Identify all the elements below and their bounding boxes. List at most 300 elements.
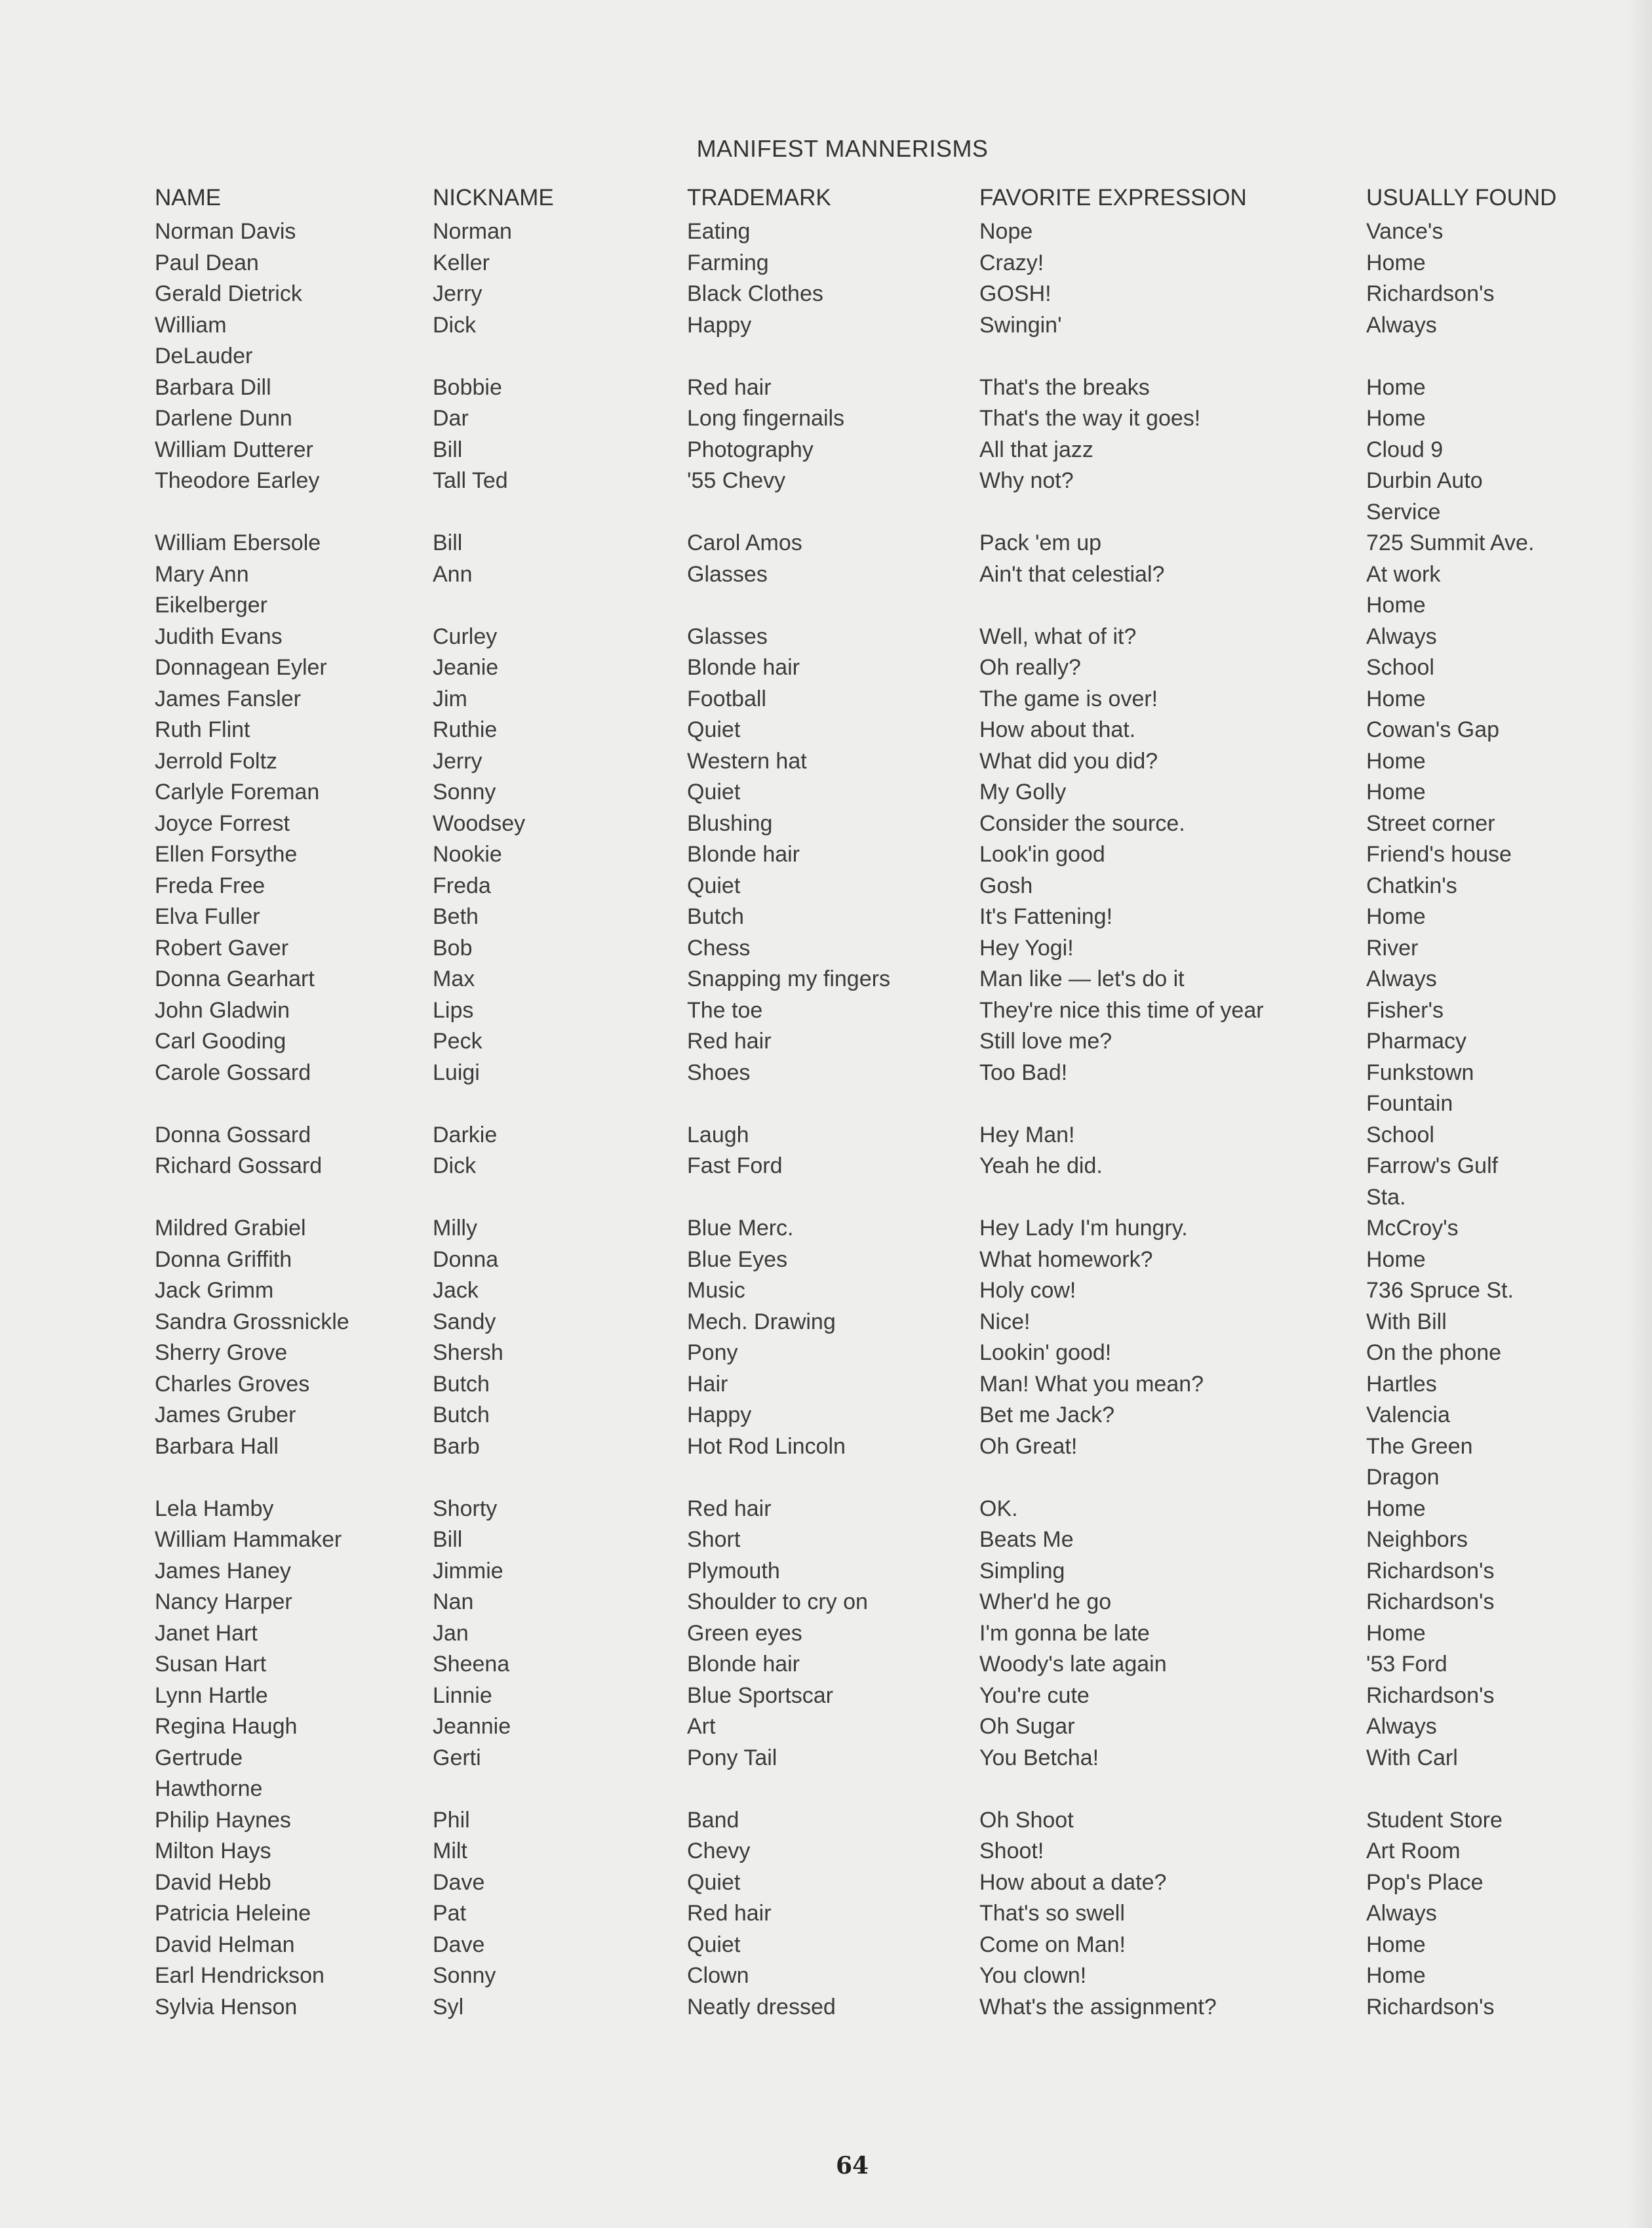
cell-trademark: Eating bbox=[687, 219, 751, 244]
cell-found: Always bbox=[1366, 312, 1437, 338]
cell-name: Donna Gossard bbox=[155, 1122, 311, 1147]
cell-nickname: Nan bbox=[433, 1589, 474, 1614]
cell-name: Norman Davis bbox=[155, 219, 296, 244]
cell-name: Regina Haugh bbox=[155, 1714, 298, 1739]
cell-name: Donnagean Eyler bbox=[155, 655, 327, 680]
table-row bbox=[0, 310, 1652, 372]
cell-name: John Gladwin bbox=[155, 997, 290, 1023]
cell-name: Elva Fuller bbox=[155, 904, 260, 929]
cell-found: Always bbox=[1366, 1901, 1437, 1926]
cell-trademark: Black Clothes bbox=[687, 281, 823, 306]
cell-trademark: Snapping my fingers bbox=[687, 966, 890, 991]
cell-expression: Oh Shoot bbox=[979, 1807, 1074, 1833]
cell-expression: Oh Sugar bbox=[979, 1714, 1075, 1739]
cell-name: Gertrude Hawthorne bbox=[155, 1745, 263, 1801]
cell-found: Home bbox=[1366, 1932, 1426, 1957]
cell-name: Carlyle Foreman bbox=[155, 780, 320, 805]
cell-name: David Hebb bbox=[155, 1869, 271, 1895]
cell-nickname: Beth bbox=[433, 904, 479, 929]
table-row bbox=[0, 435, 1652, 466]
cell-found: Chatkin's bbox=[1366, 873, 1457, 898]
cell-nickname: Jeannie bbox=[433, 1714, 511, 1739]
cell-expression: GOSH! bbox=[979, 281, 1052, 306]
cell-trademark: Happy bbox=[687, 1402, 752, 1427]
table-row bbox=[0, 1431, 1652, 1494]
cell-found: Home bbox=[1366, 904, 1426, 929]
cell-name: James Haney bbox=[155, 1558, 291, 1583]
header-name: NAME bbox=[155, 185, 222, 210]
cell-found: Home bbox=[1366, 406, 1426, 431]
cell-name: Philip Haynes bbox=[155, 1807, 291, 1833]
table-row bbox=[0, 279, 1652, 310]
cell-trademark: Fast Ford bbox=[687, 1153, 783, 1178]
cell-nickname: Milly bbox=[433, 1216, 477, 1241]
cell-trademark: Chess bbox=[687, 935, 751, 961]
table-row bbox=[0, 1743, 1652, 1805]
page-edge-shadow bbox=[1626, 0, 1652, 2228]
cell-trademark: Quiet bbox=[687, 780, 741, 805]
cell-nickname: Jerry bbox=[433, 748, 482, 774]
table-row bbox=[0, 1058, 1652, 1120]
header-favorite-expression: FAVORITE EXPRESSION bbox=[979, 185, 1247, 210]
cell-name: Mary Ann Eikelberger bbox=[155, 561, 267, 618]
cell-nickname: Jack bbox=[433, 1278, 479, 1303]
cell-nickname: Nookie bbox=[433, 842, 502, 867]
cell-nickname: Jim bbox=[433, 686, 467, 711]
table-row bbox=[0, 1494, 1652, 1525]
cell-trademark: Blonde hair bbox=[687, 655, 800, 680]
table-row bbox=[0, 777, 1652, 808]
table-row bbox=[0, 1898, 1652, 1930]
cell-found: '53 Ford bbox=[1366, 1652, 1447, 1677]
cell-nickname: Sheena bbox=[433, 1652, 510, 1677]
cell-nickname: Max bbox=[433, 966, 475, 991]
table-row bbox=[0, 1992, 1652, 2023]
table-row bbox=[0, 1400, 1652, 1431]
cell-nickname: Tall Ted bbox=[433, 468, 508, 493]
cell-name: James Gruber bbox=[155, 1402, 296, 1427]
cell-nickname: Butch bbox=[433, 1371, 490, 1397]
table-row bbox=[0, 559, 1652, 622]
cell-name: Darlene Dunn bbox=[155, 406, 292, 431]
cell-trademark: Happy bbox=[687, 312, 752, 338]
table-row bbox=[0, 1960, 1652, 1992]
cell-found: River bbox=[1366, 935, 1419, 961]
cell-nickname: Norman bbox=[433, 219, 512, 244]
cell-name: Robert Gaver bbox=[155, 935, 289, 961]
cell-nickname: Bobbie bbox=[433, 374, 502, 400]
table-row bbox=[0, 1930, 1652, 1961]
table-row bbox=[0, 216, 1652, 248]
cell-found: Student Store bbox=[1366, 1807, 1503, 1833]
cell-name: Susan Hart bbox=[155, 1652, 267, 1677]
cell-nickname: Butch bbox=[433, 1402, 490, 1427]
cell-nickname: Dick bbox=[433, 312, 477, 338]
cell-nickname: Sonny bbox=[433, 780, 496, 805]
cell-expression: Hey Yogi! bbox=[979, 935, 1074, 961]
cell-found: Home bbox=[1366, 374, 1426, 400]
cell-expression: Hey Man! bbox=[979, 1122, 1075, 1147]
table-row bbox=[0, 652, 1652, 684]
cell-expression: You're cute bbox=[979, 1682, 1090, 1708]
cell-expression: Come on Man! bbox=[979, 1932, 1126, 1957]
cell-nickname: Jerry bbox=[433, 281, 482, 306]
table-row bbox=[0, 1618, 1652, 1650]
cell-trademark: Quiet bbox=[687, 1869, 741, 1895]
cell-expression: Lookin' good! bbox=[979, 1340, 1112, 1365]
cell-found: School bbox=[1366, 1122, 1434, 1147]
cell-nickname: Syl bbox=[433, 1994, 464, 2019]
cell-expression: All that jazz bbox=[979, 437, 1093, 462]
cell-name: Theodore Earley bbox=[155, 468, 320, 493]
table-row bbox=[0, 964, 1652, 995]
header-trademark: TRADEMARK bbox=[687, 185, 831, 210]
table-row bbox=[0, 1524, 1652, 1556]
cell-trademark: Plymouth bbox=[687, 1558, 780, 1583]
table-row bbox=[0, 839, 1652, 871]
cell-trademark: Art bbox=[687, 1714, 716, 1739]
cell-found: Funkstown Fountain bbox=[1366, 1060, 1474, 1116]
table-row bbox=[0, 715, 1652, 746]
cell-found: Farrow's Gulf Sta. bbox=[1366, 1153, 1499, 1210]
cell-nickname: Donna bbox=[433, 1246, 499, 1272]
cell-nickname: Jan bbox=[433, 1620, 469, 1646]
cell-found: Art Room bbox=[1366, 1839, 1461, 1863]
table-row bbox=[0, 248, 1652, 279]
table-row bbox=[0, 1556, 1652, 1587]
cell-name: Carole Gossard bbox=[155, 1060, 311, 1085]
cell-expression: Hey Lady I'm hungry. bbox=[979, 1216, 1188, 1241]
cell-found: Home bbox=[1366, 686, 1426, 711]
cell-name: Freda Free bbox=[155, 873, 266, 898]
table-row bbox=[0, 684, 1652, 715]
cell-nickname: Freda bbox=[433, 873, 491, 898]
table-row bbox=[0, 1681, 1652, 1712]
table-row bbox=[0, 1369, 1652, 1401]
cell-found: Richardson's bbox=[1366, 1682, 1495, 1708]
cell-trademark: Photography bbox=[687, 437, 814, 462]
cell-expression: Nice! bbox=[979, 1309, 1031, 1334]
cell-trademark: Red hair bbox=[687, 1901, 772, 1926]
table-row bbox=[0, 1711, 1652, 1743]
cell-found: Home bbox=[1366, 1963, 1426, 1988]
cell-trademark: Glasses bbox=[687, 624, 768, 649]
cell-name: Barbara Hall bbox=[155, 1433, 279, 1459]
cell-trademark: Pony Tail bbox=[687, 1745, 777, 1770]
cell-trademark: Red hair bbox=[687, 1029, 772, 1054]
cell-found: Richardson's bbox=[1366, 1994, 1495, 2019]
cell-nickname: Lips bbox=[433, 997, 474, 1023]
table-row bbox=[0, 1151, 1652, 1213]
cell-trademark: Blue Eyes bbox=[687, 1246, 788, 1272]
cell-nickname: Gerti bbox=[433, 1745, 481, 1770]
cell-expression: Crazy! bbox=[979, 250, 1044, 275]
cell-trademark: Blonde hair bbox=[687, 842, 800, 867]
cell-found: Cowan's Gap bbox=[1366, 717, 1500, 742]
cell-trademark: Hot Rod Lincoln bbox=[687, 1433, 846, 1459]
cell-nickname: Dar bbox=[433, 406, 469, 431]
cell-expression: You Betcha! bbox=[979, 1745, 1099, 1770]
cell-expression: Why not? bbox=[979, 468, 1074, 493]
table-row bbox=[0, 1275, 1652, 1307]
cell-name: Judith Evans bbox=[155, 624, 283, 649]
cell-expression: That's the breaks bbox=[979, 374, 1150, 400]
cell-found: Home bbox=[1366, 748, 1426, 774]
table-row bbox=[0, 1587, 1652, 1618]
cell-found: Valencia bbox=[1366, 1402, 1450, 1427]
cell-expression: The game is over! bbox=[979, 686, 1158, 711]
cell-nickname: Bob bbox=[433, 935, 473, 961]
cell-trademark: Quiet bbox=[687, 1932, 741, 1957]
cell-expression: Gosh bbox=[979, 873, 1033, 898]
cell-expression: You clown! bbox=[979, 1963, 1087, 1988]
cell-nickname: Dave bbox=[433, 1869, 485, 1895]
cell-trademark: Hair bbox=[687, 1371, 728, 1397]
cell-found: Durbin Auto Service bbox=[1366, 468, 1483, 525]
cell-trademark: Red hair bbox=[687, 374, 772, 400]
cell-name: Charles Groves bbox=[155, 1371, 310, 1397]
cell-trademark: Chevy bbox=[687, 1839, 751, 1863]
cell-name: Milton Hays bbox=[155, 1839, 271, 1863]
cell-nickname: Peck bbox=[433, 1029, 482, 1054]
cell-trademark: Blushing bbox=[687, 810, 773, 836]
table-row bbox=[0, 1805, 1652, 1837]
cell-expression: Nope bbox=[979, 219, 1033, 244]
cell-expression: What homework? bbox=[979, 1246, 1153, 1272]
cell-expression: Man! What you mean? bbox=[979, 1371, 1204, 1397]
table-row bbox=[0, 746, 1652, 778]
cell-expression: How about a date? bbox=[979, 1869, 1167, 1895]
cell-expression: What's the assignment? bbox=[979, 1994, 1217, 2019]
cell-found: Richardson's bbox=[1366, 1558, 1495, 1583]
cell-found: Home bbox=[1366, 1246, 1426, 1272]
cell-nickname: Bill bbox=[433, 1527, 463, 1552]
cell-nickname: Linnie bbox=[433, 1682, 492, 1708]
cell-nickname: Ruthie bbox=[433, 717, 498, 742]
cell-trademark: Football bbox=[687, 686, 766, 711]
cell-expression: That's the way it goes! bbox=[979, 406, 1201, 431]
cell-found: With Bill bbox=[1366, 1309, 1447, 1334]
cell-expression: Well, what of it? bbox=[979, 624, 1137, 649]
cell-name: Lynn Hartle bbox=[155, 1682, 268, 1708]
cell-expression: Yeah he did. bbox=[979, 1153, 1103, 1178]
cell-trademark: Music bbox=[687, 1278, 745, 1303]
cell-expression: I'm gonna be late bbox=[979, 1620, 1150, 1646]
cell-name: Richard Gossard bbox=[155, 1153, 323, 1178]
cell-found: McCroy's bbox=[1366, 1216, 1459, 1241]
cell-nickname: Dick bbox=[433, 1153, 477, 1178]
cell-nickname: Jeanie bbox=[433, 655, 499, 680]
cell-trademark: Neatly dressed bbox=[687, 1994, 836, 2019]
cell-found: Always bbox=[1366, 966, 1437, 991]
cell-nickname: Sandy bbox=[433, 1309, 496, 1334]
cell-found: Home bbox=[1366, 1496, 1426, 1521]
cell-trademark: Blue Sportscar bbox=[687, 1682, 833, 1708]
table-row bbox=[0, 871, 1652, 902]
cell-trademark: Farming bbox=[687, 250, 769, 275]
cell-trademark: Short bbox=[687, 1527, 741, 1552]
cell-nickname: Sonny bbox=[433, 1963, 496, 1988]
page-number: 64 bbox=[835, 2152, 869, 2179]
cell-expression: Man like — let's do it bbox=[979, 966, 1185, 991]
cell-found: Pharmacy bbox=[1366, 1029, 1467, 1054]
cell-expression: Still love me? bbox=[979, 1029, 1112, 1054]
cell-nickname: Bill bbox=[433, 530, 463, 555]
cell-expression: How about that. bbox=[979, 717, 1136, 742]
table-row bbox=[0, 1867, 1652, 1899]
cell-name: Earl Hendrickson bbox=[155, 1963, 324, 1988]
cell-found: Home bbox=[1366, 1620, 1426, 1646]
table-row bbox=[0, 933, 1652, 965]
cell-found: 736 Spruce St. bbox=[1366, 1278, 1514, 1303]
cell-trademark: Quiet bbox=[687, 873, 741, 898]
cell-found: Street corner bbox=[1366, 810, 1495, 836]
cell-name: Sandra Grossnickle bbox=[155, 1309, 349, 1334]
table-row bbox=[0, 1338, 1652, 1369]
table-row bbox=[0, 528, 1652, 559]
table-row bbox=[0, 808, 1652, 840]
cell-name: Paul Dean bbox=[155, 250, 259, 275]
cell-trademark: Shoulder to cry on bbox=[687, 1589, 868, 1614]
table-row bbox=[0, 1120, 1652, 1151]
page-title: MANIFEST MANNERISMS bbox=[696, 135, 989, 162]
cell-nickname: Phil bbox=[433, 1807, 470, 1833]
cell-trademark: Long fingernails bbox=[687, 406, 845, 431]
table-row bbox=[0, 622, 1652, 653]
cell-found: Home bbox=[1366, 250, 1426, 275]
cell-name: Ruth Flint bbox=[155, 717, 250, 742]
cell-trademark: Clown bbox=[687, 1963, 749, 1988]
cell-expression: Consider the source. bbox=[979, 810, 1185, 836]
cell-expression: Simpling bbox=[979, 1558, 1065, 1583]
cell-expression: Swingin' bbox=[979, 312, 1062, 338]
header-nickname: NICKNAME bbox=[433, 185, 554, 210]
cell-found: The Green Dragon bbox=[1366, 1433, 1473, 1490]
cell-name: David Helman bbox=[155, 1932, 295, 1957]
cell-nickname: Barb bbox=[433, 1433, 480, 1459]
cell-trademark: Butch bbox=[687, 904, 744, 929]
cell-nickname: Milt bbox=[433, 1839, 467, 1863]
table-row bbox=[0, 1307, 1652, 1338]
cell-nickname: Woodsey bbox=[433, 810, 526, 836]
cell-nickname: Dave bbox=[433, 1932, 485, 1957]
cell-found: Friend's house bbox=[1366, 842, 1512, 867]
cell-nickname: Bill bbox=[433, 437, 463, 462]
cell-nickname: Curley bbox=[433, 624, 498, 649]
cell-trademark: '55 Chevy bbox=[687, 468, 786, 493]
cell-expression: Oh really? bbox=[979, 655, 1081, 680]
cell-expression: That's so swell bbox=[979, 1901, 1125, 1926]
cell-trademark: Blue Merc. bbox=[687, 1216, 794, 1241]
cell-nickname: Jimmie bbox=[433, 1558, 503, 1583]
cell-name: Jack Grimm bbox=[155, 1278, 274, 1303]
table-row bbox=[0, 1213, 1652, 1244]
cell-found: Richardson's bbox=[1366, 1589, 1495, 1614]
cell-found: Fisher's bbox=[1366, 997, 1444, 1023]
cell-trademark: Red hair bbox=[687, 1496, 772, 1521]
cell-trademark: Western hat bbox=[687, 748, 807, 774]
cell-found: Always bbox=[1366, 1714, 1437, 1739]
cell-trademark: Blonde hair bbox=[687, 1652, 800, 1677]
cell-nickname: Shorty bbox=[433, 1496, 498, 1521]
cell-trademark: Green eyes bbox=[687, 1620, 802, 1646]
cell-found: Cloud 9 bbox=[1366, 437, 1444, 462]
cell-found: Richardson's bbox=[1366, 281, 1495, 306]
cell-expression: Beats Me bbox=[979, 1527, 1074, 1552]
cell-expression: Holy cow! bbox=[979, 1278, 1076, 1303]
cell-name: Gerald Dietrick bbox=[155, 281, 302, 306]
cell-expression: Look'in good bbox=[979, 842, 1105, 867]
cell-name: Jerrold Foltz bbox=[155, 748, 278, 774]
cell-found: School bbox=[1366, 655, 1434, 680]
cell-trademark: Laugh bbox=[687, 1122, 749, 1147]
cell-nickname: Luigi bbox=[433, 1060, 480, 1085]
cell-found: Home bbox=[1366, 780, 1426, 805]
table-row bbox=[0, 1649, 1652, 1681]
cell-found: At work Home bbox=[1366, 561, 1441, 618]
cell-expression: Too Bad! bbox=[979, 1060, 1068, 1085]
cell-nickname: Darkie bbox=[433, 1122, 498, 1147]
cell-trademark: Carol Amos bbox=[687, 530, 802, 555]
cell-nickname: Pat bbox=[433, 1901, 467, 1926]
cell-name: Barbara Dill bbox=[155, 374, 271, 400]
cell-expression: It's Fattening! bbox=[979, 904, 1113, 929]
table-row bbox=[0, 1836, 1652, 1867]
cell-found: Hartles bbox=[1366, 1371, 1437, 1397]
cell-name: William Ebersole bbox=[155, 530, 321, 555]
cell-trademark: Glasses bbox=[687, 561, 768, 587]
cell-name: Sylvia Henson bbox=[155, 1994, 298, 2019]
cell-name: Ellen Forsythe bbox=[155, 842, 298, 867]
table-row bbox=[0, 466, 1652, 528]
cell-found: 725 Summit Ave. bbox=[1366, 530, 1535, 555]
cell-expression: What did you did? bbox=[979, 748, 1158, 774]
cell-name: Mildred Grabiel bbox=[155, 1216, 306, 1241]
table-row bbox=[0, 403, 1652, 435]
cell-name: William Dutterer bbox=[155, 437, 313, 462]
cell-expression: My Golly bbox=[979, 780, 1067, 805]
cell-expression: They're nice this time of year bbox=[979, 997, 1264, 1023]
cell-name: Donna Gearhart bbox=[155, 966, 315, 991]
header-usually-found: USUALLY FOUND bbox=[1366, 185, 1557, 210]
cell-name: Patricia Heleine bbox=[155, 1901, 311, 1926]
table-row bbox=[0, 995, 1652, 1027]
cell-expression: Woody's late again bbox=[979, 1652, 1167, 1677]
cell-name: Sherry Grove bbox=[155, 1340, 288, 1365]
cell-found: On the phone bbox=[1366, 1340, 1502, 1365]
cell-trademark: Pony bbox=[687, 1340, 738, 1365]
cell-trademark: Quiet bbox=[687, 717, 741, 742]
cell-expression: Bet me Jack? bbox=[979, 1402, 1114, 1427]
cell-name: James Fansler bbox=[155, 686, 301, 711]
cell-expression: Wher'd he go bbox=[979, 1589, 1112, 1614]
cell-found: With Carl bbox=[1366, 1745, 1458, 1770]
mannerisms-table bbox=[0, 216, 1652, 2023]
cell-name: Janet Hart bbox=[155, 1620, 258, 1646]
cell-expression: Ain't that celestial? bbox=[979, 561, 1165, 587]
cell-name: Donna Griffith bbox=[155, 1246, 292, 1272]
cell-found: Neighbors bbox=[1366, 1527, 1468, 1552]
cell-nickname: Keller bbox=[433, 250, 490, 275]
cell-nickname: Shersh bbox=[433, 1340, 503, 1365]
table-row bbox=[0, 372, 1652, 404]
table-row bbox=[0, 1026, 1652, 1058]
cell-trademark: Band bbox=[687, 1807, 739, 1833]
cell-expression: Shoot! bbox=[979, 1839, 1044, 1863]
cell-name: Carl Gooding bbox=[155, 1029, 286, 1054]
cell-expression: OK. bbox=[979, 1496, 1018, 1521]
cell-expression: Pack 'em up bbox=[979, 530, 1102, 555]
